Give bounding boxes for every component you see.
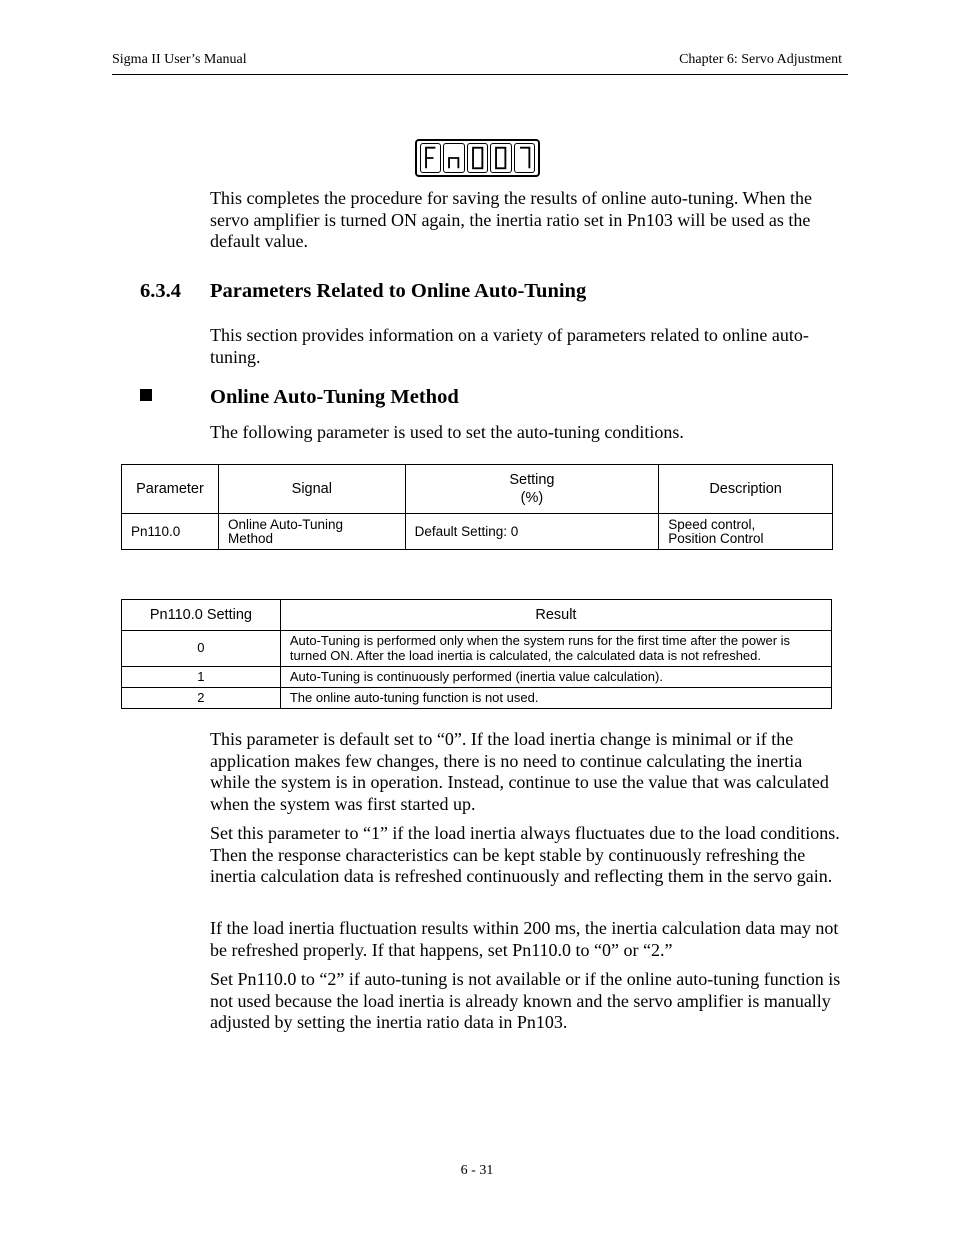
section-number: 6.3.4 xyxy=(140,280,181,302)
cell-setting: 0 xyxy=(122,631,281,667)
section-title: Parameters Related to Online Auto-Tuning xyxy=(210,280,587,302)
header-result: Result xyxy=(280,600,831,631)
subsection-title: Online Auto-Tuning Method xyxy=(210,386,459,408)
body-paragraph-default: This parameter is default set to “0”. If the load inertia change is minimal or if the application makes few changes, there is no need to continue calculating the inertia while the system is in operation. Instead, continue to use the value that was calculated when the system was first started up. xyxy=(210,729,829,814)
intro-paragraph: This completes the procedure for saving the results of online auto-tuning. When the servo amplifier is turned ON again, the inertia ratio set in Pn103 will be used as the default value. xyxy=(210,188,813,251)
cell-result: Auto-Tuning is performed only when the system runs for the first time after the power is turned ON. After the load inertia is calculated, the calculated data is not refreshed. xyxy=(280,631,831,667)
header-rule xyxy=(112,74,848,75)
body-paragraph-setting-1: Set this parameter to “1” if the load inertia always fluctuates due to the load conditions. Then the response characteristics can be kept stable by continuously refreshing the inertia calculation data is refreshed continuously and reflecting them in the servo gain. xyxy=(210,823,840,886)
digit-n-icon xyxy=(443,143,464,173)
cell-setting: Default Setting: 0 xyxy=(405,514,659,550)
running-header-chapter: Chapter 6: Servo Adjustment xyxy=(679,52,842,67)
cell-setting: 2 xyxy=(122,688,281,709)
fn007-display-icon xyxy=(415,139,540,177)
section-intro: This section provides information on a variety of parameters related to online auto-tuning. xyxy=(210,325,809,367)
cell-result: Auto-Tuning is continuously performed (inertia value calculation). xyxy=(280,667,831,688)
header-description: Description xyxy=(659,465,833,514)
cell-parameter: Pn110.0 xyxy=(122,514,219,550)
digit-0-icon xyxy=(490,143,511,173)
table-row xyxy=(122,631,832,667)
table-row xyxy=(122,667,832,688)
header-parameter: Parameter xyxy=(122,465,219,514)
header-signal: Signal xyxy=(218,465,405,514)
cell-setting: 1 xyxy=(122,667,281,688)
result-table xyxy=(121,599,832,709)
digit-7-icon xyxy=(514,143,535,173)
header-setting: Pn110.0 Setting xyxy=(122,600,281,631)
section-heading xyxy=(140,280,586,303)
square-bullet-icon xyxy=(140,389,152,401)
body-paragraph-setting-2: Set Pn110.0 to “2” if auto-tuning is not available or if the online auto-tuning function is not used because the load inertia is already known and the servo amplifier is manually adjusted by setting the inertia ratio data in Pn103. xyxy=(210,969,841,1032)
digit-f-icon xyxy=(420,143,441,173)
page-number: 6 - 31 xyxy=(460,1163,494,1178)
digit-0-icon xyxy=(467,143,488,173)
running-header-title: Sigma II User’s Manual xyxy=(112,52,247,67)
table-row xyxy=(122,688,832,709)
cell-result: The online auto-tuning function is not used. xyxy=(280,688,831,709)
subsection-intro: The following parameter is used to set the auto-tuning conditions. xyxy=(210,422,684,442)
table-row xyxy=(122,514,833,550)
body-paragraph-fluctuation: If the load inertia fluctuation results within 200 ms, the inertia calculation data may not be refreshed properly. If that happens, set Pn110.0 to “0” or “2.” xyxy=(210,918,839,960)
header-setting: Setting (%) xyxy=(405,465,659,514)
cell-description: Speed control, Position Control xyxy=(659,514,833,550)
cell-signal: Online Auto-Tuning Method xyxy=(218,514,405,550)
parameter-table xyxy=(121,464,833,550)
